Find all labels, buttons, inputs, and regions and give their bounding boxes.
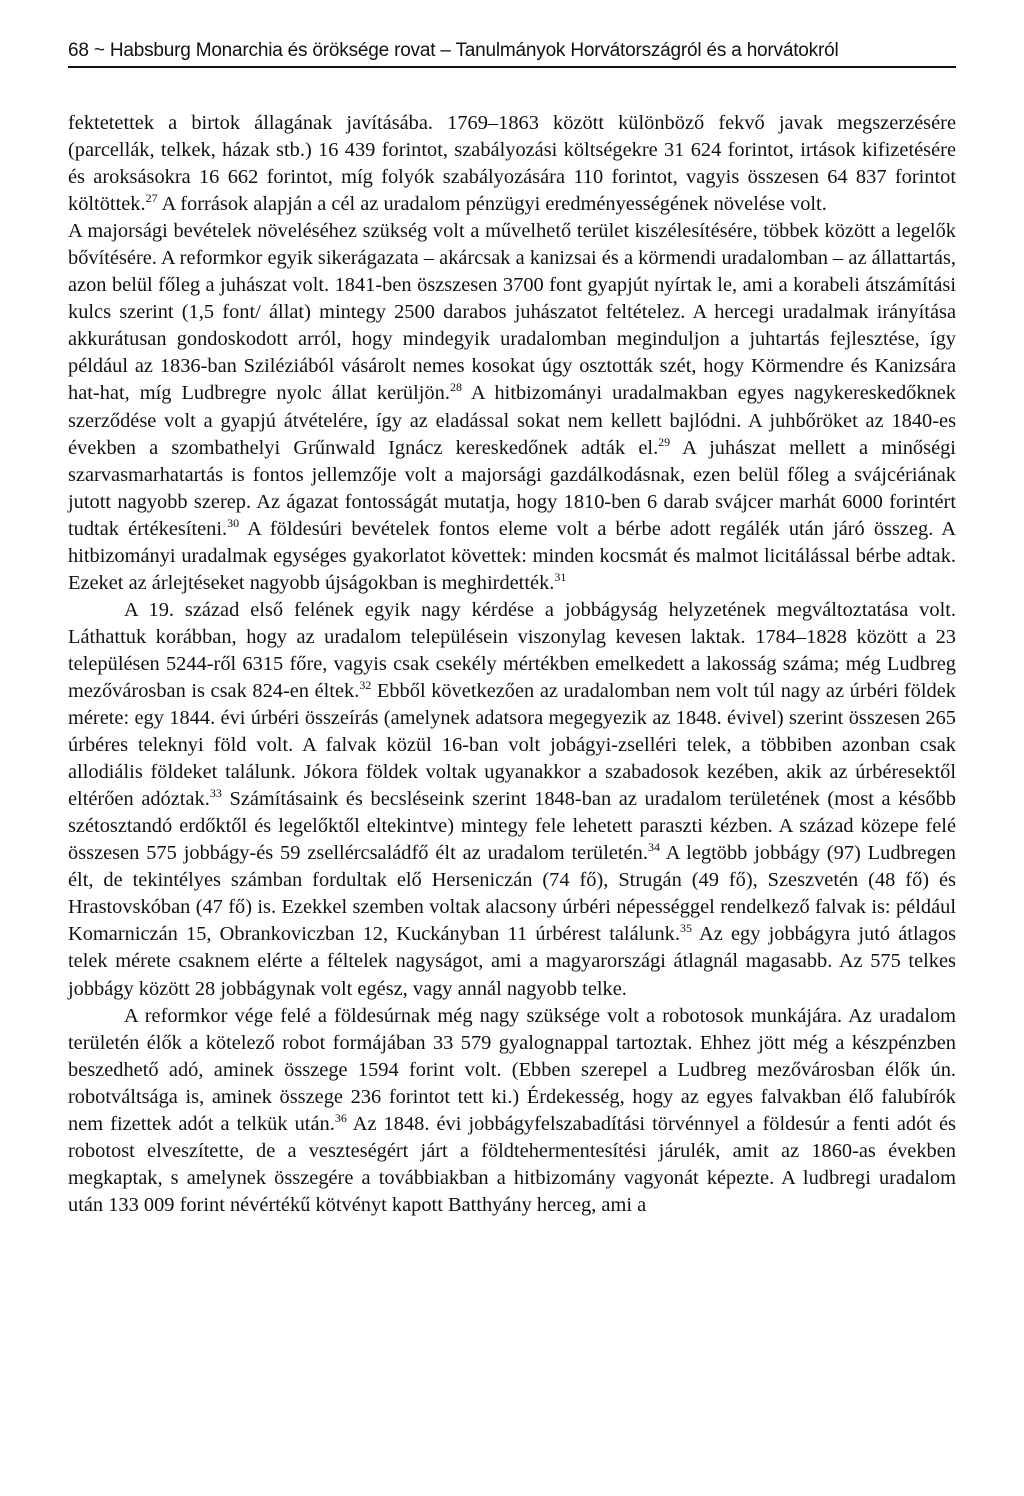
paragraph-text: Számításaink és becsléseink szerint 1848-ban az uradalom területének (most a később szétosztandó erdőktől és legelőktől eltekintve) mintegy fele lehetett paraszti kézben. A század közepe felé összesen 575 jobbágy-és 59 zsellércsaládfő élt az uradalom területén. xyxy=(68,788,957,865)
paragraph-text: A hitbizományi uradalmakban egyes nagykereskedőknek szerződése volt a gyapjú átvételére, így az eladással sokat nem kellett bajlódni. A juhbőröket az 1840-es években a szombathelyi Grűnwald Ignácz kereskedőnek adták el. xyxy=(68,382,956,459)
footnote-reference: 34 xyxy=(647,840,660,855)
series-title: Habsburg Monarchia és öröksége rovat – Tanulmányok Horvátországról és a horvátokról xyxy=(109,40,839,61)
paragraph-text: A legtöbb jobbágy (97) Ludbregen élt, de tekintélyes számban fordultak elő Herseniczán (74 fő), Strugán (49 fő), Szeszvetén (48 fő) és Hrastovskóban (47 fő) is. Ezekkel szemben voltak alacsony úrbéri népességgel rendelkező falvak is: például Komarniczán 15, Obrankoviczban 12, Kuckányban 11 úrbérest találunk. xyxy=(68,842,956,946)
footnote-reference: 31 xyxy=(554,570,567,584)
footnote-reference: 29 xyxy=(658,434,671,449)
footnote-reference: 28 xyxy=(449,380,462,395)
footnote-reference: 27 xyxy=(145,191,158,206)
footnote-reference: 30 xyxy=(227,515,240,530)
document-page xyxy=(68,0,956,1496)
paragraph xyxy=(68,218,956,597)
paragraph-text: Az egy jobbágyra jutó átlagos telek mérete csaknem elérte a féltelek nagyságot, ami a magyarországi átlagnál magasabb. Az 575 telkes jobbágy között 28 jobbágynak volt egész, vagy annál nagyobb telke. xyxy=(68,923,957,1000)
body-text xyxy=(68,110,956,1219)
paragraph xyxy=(68,110,956,218)
paragraph-text: A források alapján a cél az uradalom pénzügyi eredményességének növelése volt. xyxy=(157,193,827,216)
paragraph-text: A majorsági bevételek növeléséhez szükség volt a művelhető terület kiszélesítésére, többek között a legelők bővítésére. A reformkor egyik sikerágazata – akárcsak a kanizsai és a körmendi uradalomban – az állattartás, azon belül főleg a juhászat volt. 1841-ben öszszesen 3700 font gyapjút nyírtak le, ami a korabeli átszámítási kulcs szerint (1,5 font/ állat) mintegy 2500 darabos juhászatot feltételez. A hercegi uradalmak irányítása akkurátusan gondoskodott arról, hogy mindegyik uradalomban meginduljon a juhtartás fejlesztése, így például az 1836-ban Sziléziából vásárolt nemes kosokat úgy osztották szét, hogy Körmendre és Kanizsára hat-hat, míg Ludbregre nyolc állat kerüljön. xyxy=(68,220,956,405)
footnote-reference: 35 xyxy=(679,921,692,936)
footnote-reference: 33 xyxy=(209,786,222,801)
header-rule xyxy=(68,66,956,68)
paragraph-text: A földesúri bevételek fontos eleme volt a bérbe adott regálék után járó összeg. A hitbizományi uradalmak egységes gyakorlatot követtek: minden kocsmát és malmot licitálással bérbe adtak. Ezeket az árlejtéseket nagyobb újságokban is meghirdették. xyxy=(68,517,956,594)
paragraph-text: fektetettek a birtok állagának javításába. 1769–1863 között különböző fekvő javak megszerzésére (parcellák, telkek, házak stb.) 16 439 forintot, szabályozási költségekre 31 624 forintot, irtások kifizetésére és aroksásokra 16 662 forintot, míg folyók szabályozására 110 forintot, vagyis összesen 64 837 forintot költöttek. xyxy=(68,112,956,216)
paragraph-text: A 19. század első felének egyik nagy kérdése a jobbágyság helyzetének megváltoztatása volt. Láthattuk korábban, hogy az uradalom településein viszonylag kevesen laktak. 1784–1828 között a 23 településen 5244-ről 6315 főre, vagyis csak csekély mértékben emelkedett a lakosság száma; még Ludbreg mezővárosban is csak 824-en éltek. xyxy=(68,598,956,702)
running-header xyxy=(68,40,956,62)
paragraph-text: A juhászat mellett a minőségi szarvasmarhatartás is fontos jellemzője volt a majorsági gazdálkodásnak, ezen belül főleg a svájcériának jutott nagyobb szerep. Az ágazat fontosságát mutatja, hogy 1810-ben 6 darab svájcer marhát 6000 forintért tudtak értékesíteni. xyxy=(68,436,956,540)
footnote-reference: 36 xyxy=(334,1110,347,1125)
paragraph-text: Ebből következően az uradalomban nem volt túl nagy az úrbéri földek mérete: egy 1844. évi úrbéri összeírás (amelynek adatsora megegyezik az 1848. évivel) szerint összesen 265 úrbéres teleknyi föld volt. A falvak közül 16-ban volt jobágyi-zselléri telek, a többiben azonban csak allodiális földeket találunk. Jókora földek voltak ugyanakkor a szabadosok kezében, akik az úrbéresektől eltérően adóztak. xyxy=(68,679,956,811)
paragraph-text: Az 1848. évi jobbágyfelszabadítási törvénnyel a földesúr a fenti adót és robotost elveszítette, de a veszteségért járt a földtehermentesítési járulék, amit az 1860-as években megkaptak, s amelynek összegére a továbbiakban a hitbizomány vagyonát képezte. A ludbregi uradalom után 133 009 forint névértékű kötvényt kapott Batthyány herceg, ami a xyxy=(68,1112,956,1216)
page-number: 68 xyxy=(68,40,89,61)
paragraph-text: A reformkor vége felé a földesúrnak még nagy szüksége volt a robotosok munkájára. Az uradalom területén élők a kötelező robot formájában 33 579 gyalognappal tartoztak. Ehhez jött még a készpénzben beszedhető adó, aminek összege 1594 forint volt. (Ebben szerepel a Ludbreg mezővárosban élők ún. robotváltsága is, aminek összege 236 forintot tett ki.) Érdekesség, hogy az egyes falvakban élő falubírók nem fizettek adót a telkük után. xyxy=(68,1004,956,1135)
paragraph xyxy=(68,597,956,1003)
header-separator: ~ xyxy=(93,40,105,61)
paragraph xyxy=(68,1003,956,1219)
footnote-reference: 32 xyxy=(359,678,372,693)
